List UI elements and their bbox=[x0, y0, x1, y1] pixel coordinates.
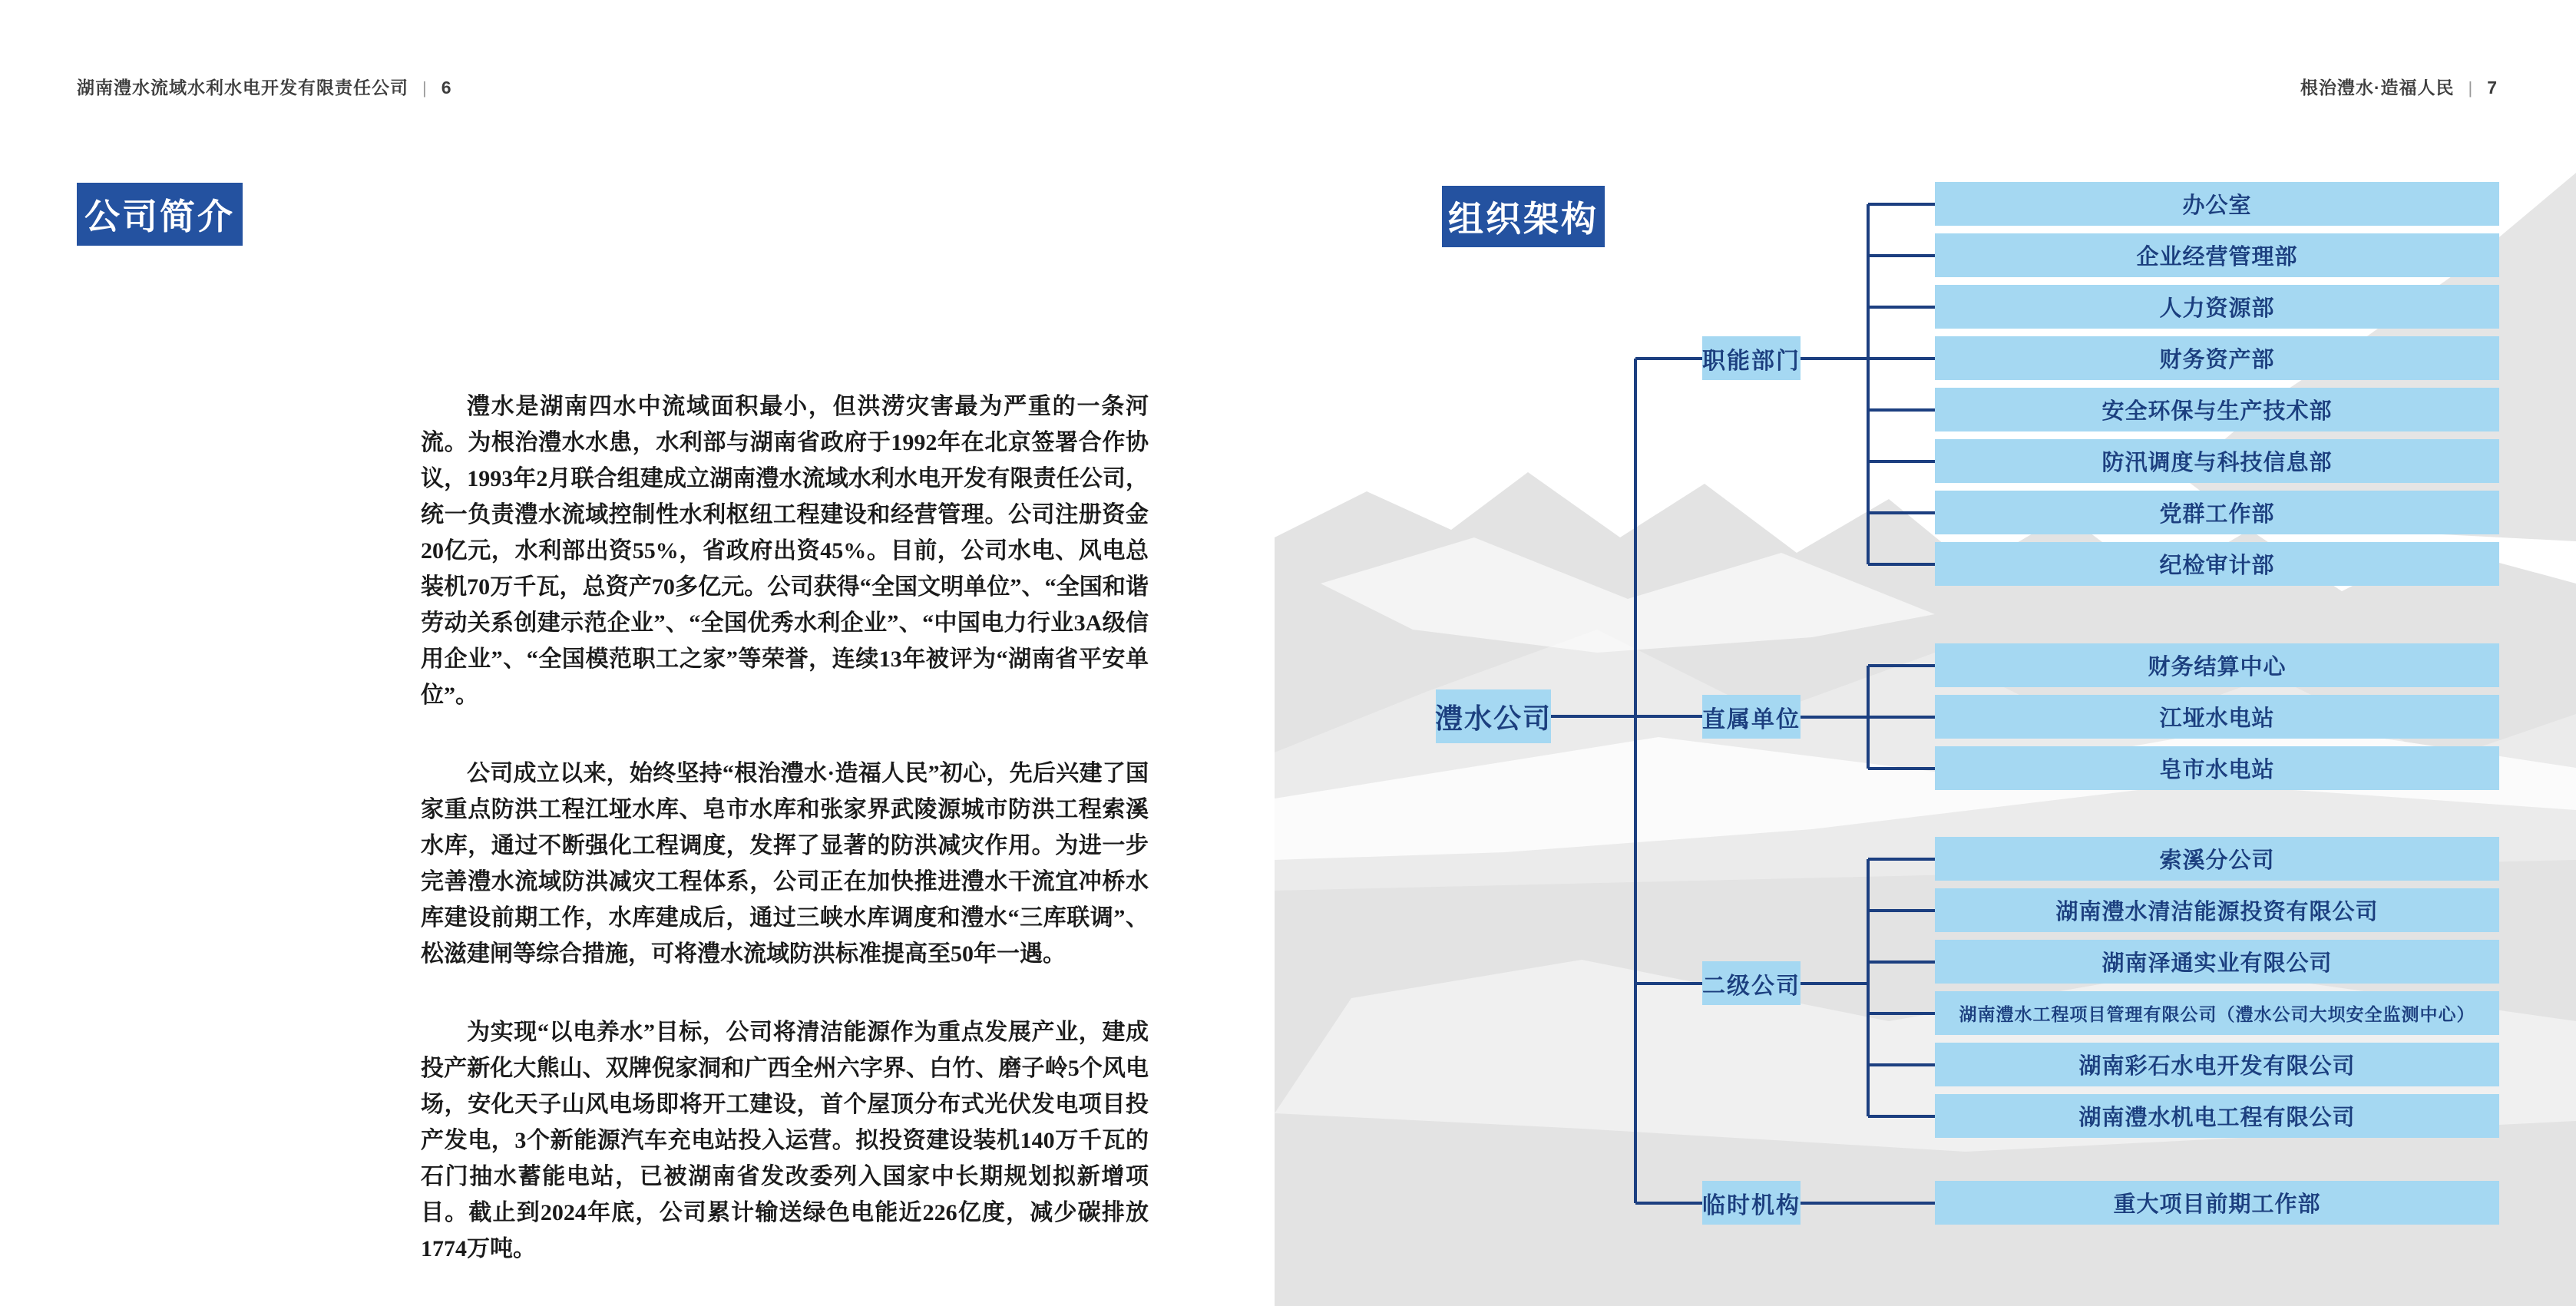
org-unit-node-label: 财务资产部 bbox=[2159, 348, 2275, 372]
org-category-2 bbox=[1702, 961, 1801, 1005]
org-unit-node-label: 索溪分公司 bbox=[2159, 848, 2275, 873]
connector-line bbox=[1801, 357, 1868, 360]
connector-line bbox=[1868, 203, 1935, 206]
connector-line bbox=[1868, 511, 1935, 514]
org-unit-node bbox=[1935, 542, 2499, 586]
connector-line bbox=[1868, 1115, 1935, 1118]
org-unit-node bbox=[1935, 439, 2499, 483]
connector-line bbox=[1868, 408, 1935, 412]
connector-line bbox=[1867, 204, 1870, 564]
org-unit-node bbox=[1935, 285, 2499, 329]
org-category-3-label: 临时机构 bbox=[1702, 1192, 1801, 1218]
connector-line bbox=[1868, 716, 1935, 719]
connector-line bbox=[1868, 664, 1935, 667]
connector-line bbox=[1867, 859, 1870, 1116]
header-company-name: 湖南澧水流域水利水电开发有限责任公司 bbox=[77, 78, 408, 98]
org-category-0-label: 职能部门 bbox=[1702, 348, 1801, 374]
section-title-label: 组织架构 bbox=[1448, 199, 1599, 239]
page-number-left: 6 bbox=[441, 78, 452, 98]
org-unit-node-label: 纪检审计部 bbox=[2159, 554, 2275, 578]
org-unit-node-label: 湖南彩石水电开发有限公司 bbox=[2078, 1054, 2356, 1079]
org-unit-node bbox=[1935, 491, 2499, 534]
org-root-node bbox=[1436, 689, 1551, 743]
page-number-right: 7 bbox=[2487, 78, 2498, 98]
org-unit-node-label: 皂市水电站 bbox=[2159, 758, 2275, 782]
section-title-label: 公司简介 bbox=[84, 197, 235, 236]
connector-line bbox=[1868, 858, 1935, 861]
org-unit-node-label: 湖南澧水机电工程有限公司 bbox=[2078, 1106, 2356, 1130]
org-unit-node bbox=[1935, 182, 2499, 226]
header-slogan: 根治澧水·造福人民 bbox=[2300, 78, 2455, 98]
org-category-3 bbox=[1702, 1181, 1801, 1225]
org-unit-node bbox=[1935, 940, 2499, 984]
connector-line bbox=[1868, 460, 1935, 463]
org-category-1 bbox=[1702, 695, 1801, 739]
org-unit-node-label: 安全环保与生产技术部 bbox=[2101, 399, 2333, 424]
connector-line bbox=[1634, 359, 1637, 1203]
connector-line bbox=[1868, 1063, 1935, 1066]
org-unit-node-label: 重大项目前期工作部 bbox=[2113, 1192, 2321, 1217]
connector-line bbox=[1551, 715, 1702, 718]
org-root-node-label: 澧水公司 bbox=[1435, 702, 1553, 734]
org-unit-node-label: 湖南澧水工程项目管理有限公司（澧水公司大坝安全监测中心） bbox=[1959, 1004, 2475, 1024]
org-unit-node-label: 防汛调度与科技信息部 bbox=[2101, 451, 2333, 475]
org-unit-node-label: 办公室 bbox=[2182, 193, 2252, 218]
connector-line bbox=[1868, 1012, 1935, 1015]
org-unit-node bbox=[1935, 233, 2499, 277]
org-unit-node bbox=[1935, 1043, 2499, 1086]
connector-line bbox=[1868, 357, 1935, 360]
org-unit-node bbox=[1935, 746, 2499, 790]
org-category-0 bbox=[1702, 336, 1801, 380]
org-unit-node-label: 企业经营管理部 bbox=[2136, 245, 2298, 269]
intro-paragraph-3: 为实现“以电养水”目标，公司将清洁能源作为重点发展产业，建成投产新化大熊山、双牌倪家洞和广西全州六字界、白竹、磨子岭5个风电场，安化天子山风电场即将开工建设，首个屋顶分布式光伏发电项目投产发电，3个新能源汽车充电站投入运营。拟投资建设装机140万千瓦的石门抽水蓄能电站，已被湖南省发改委列入国家中长期规划拟新增项目。截止到2024年底，公司累计输送绿色电能近226亿度，减少碳排放1774万吨。 bbox=[421, 1020, 1149, 1261]
connector-line bbox=[1635, 982, 1702, 985]
header-separator: | bbox=[2468, 78, 2474, 98]
connector-line bbox=[1801, 716, 1868, 719]
intro-paragraph-2: 公司成立以来，始终坚持“根治澧水·造福人民”初心，先后兴建了国家重点防洪工程江垭水库、皂市水库和张家界武陵源城市防洪工程索溪水库，通过不断强化工程调度，发挥了显著的防洪减灾作用。为进一步完善澧水流域防洪减灾工程体系，公司正在加快推进澧水干流宜冲桥水库建设前期工作，水库建成后，通过三峡水库调度和澧水“三库联调”、松滋建闸等综合措施，可将澧水流域防洪标准提高至50年一遇。 bbox=[421, 761, 1149, 967]
connector-line bbox=[1868, 306, 1935, 309]
connector-line bbox=[1801, 982, 1868, 985]
connector-line bbox=[1868, 254, 1935, 257]
org-category-2-label: 二级公司 bbox=[1702, 973, 1801, 999]
org-unit-node bbox=[1935, 837, 2499, 881]
intro-paragraph-1: 澧水是湖南四水中流域面积最小，但洪涝灾害最为严重的一条河流。为根治澧水水患，水利部与湖南省政府于1992年在北京签署合作协议，1993年2月联合组建成立湖南澧水流域水利水电开发有限责任公司，统一负责澧水流域控制性水利枢纽工程建设和经营管理。公司注册资金20亿元，水利部出资55%，省政府出资45%。目前，公司水电、风电总装机70万千瓦，总资产70多亿元。公司获得“全国文明单位”、“全国和谐劳动关系创建示范企业”、“全国优秀水利企业”、“中国电力行业3A级信用企业”、“全国模范职工之家”等荣誉，连续13年被评为“湖南省平安单位”。 bbox=[421, 394, 1149, 708]
connector-line bbox=[1868, 767, 1935, 770]
org-unit-node bbox=[1935, 888, 2499, 932]
org-unit-node-label: 湖南澧水清洁能源投资有限公司 bbox=[2055, 900, 2379, 924]
connector-line bbox=[1801, 1202, 1935, 1205]
connector-line bbox=[1868, 909, 1935, 912]
org-unit-node-label: 江垭水电站 bbox=[2159, 706, 2275, 731]
header-separator: | bbox=[422, 78, 428, 98]
org-unit-node-label: 人力资源部 bbox=[2159, 296, 2275, 321]
org-unit-node-label: 党群工作部 bbox=[2159, 502, 2275, 527]
org-unit-node-label: 财务结算中心 bbox=[2148, 655, 2287, 679]
org-unit-node bbox=[1935, 388, 2499, 431]
org-unit-node bbox=[1935, 695, 2499, 739]
org-unit-node bbox=[1935, 1094, 2499, 1138]
org-unit-node bbox=[1935, 1181, 2499, 1225]
connector-line bbox=[1635, 1202, 1702, 1205]
org-unit-node bbox=[1935, 991, 2499, 1035]
connector-line bbox=[1635, 357, 1702, 360]
connector-line bbox=[1868, 563, 1935, 566]
org-unit-node bbox=[1935, 643, 2499, 687]
org-category-1-label: 直属单位 bbox=[1702, 706, 1801, 732]
org-unit-node bbox=[1935, 336, 2499, 380]
connector-line bbox=[1868, 960, 1935, 964]
org-unit-node-label: 湖南泽通实业有限公司 bbox=[2101, 951, 2333, 976]
